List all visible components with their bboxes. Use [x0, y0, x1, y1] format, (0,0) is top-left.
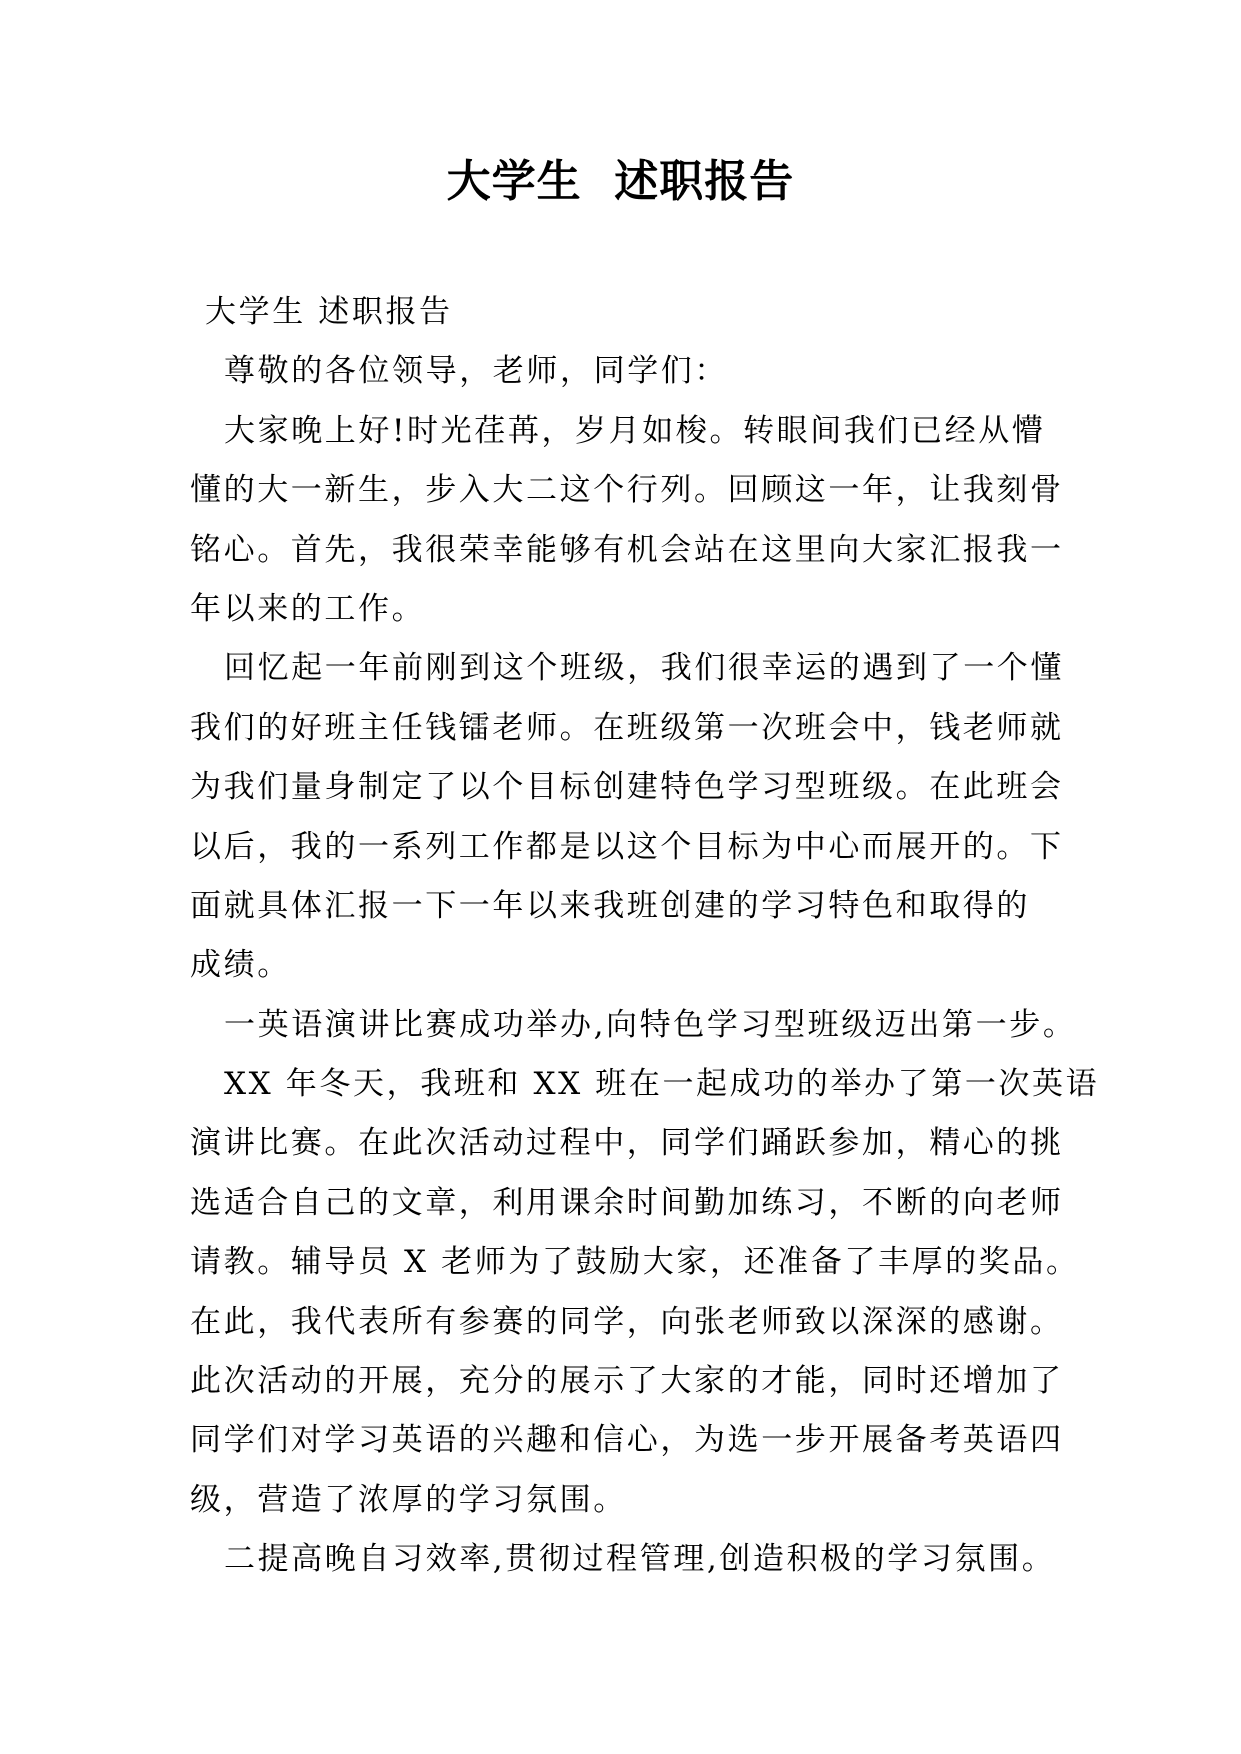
- body-line: 请教。辅导员 X 老师为了鼓励大家，还准备了丰厚的奖品。: [190, 1244, 1080, 1281]
- body-line: 铭心。首先，我很荣幸能够有机会站在这里向大家汇报我一: [190, 531, 1064, 568]
- body-line: XX 年冬天，我班和 XX 班在一起成功的举办了第一次英语: [224, 1066, 1100, 1103]
- body-line: 级，营造了浓厚的学习氛围。: [190, 1481, 627, 1518]
- body-line: 懂的大一新生，步入大二这个行列。回顾这一年，让我刻骨: [190, 472, 1064, 509]
- body-line: 选适合自己的文章，利用课余时间勤加练习，不断的向老师: [190, 1184, 1064, 1221]
- body-line: 此次活动的开展，充分的展示了大家的才能，同时还增加了: [190, 1363, 1064, 1400]
- body-line: 尊敬的各位领导，老师，同学们：: [224, 353, 728, 390]
- body-line: 演讲比赛。在此次活动过程中，同学们踊跃参加，精心的挑: [190, 1125, 1064, 1162]
- body-line: 大家晚上好!时光荏苒，岁月如梭。转眼间我们已经从懵: [224, 412, 1046, 449]
- body-line: 面就具体汇报一下一年以来我班创建的学习特色和取得的: [190, 887, 1030, 924]
- body-line: 回忆起一年前刚到这个班级，我们很幸运的遇到了一个懂: [224, 650, 1064, 687]
- body-line: 一英语演讲比赛成功举办,向特色学习型班级迈出第一步。: [224, 1006, 1077, 1043]
- body-line: 年以来的工作。: [190, 590, 426, 627]
- body-line: 大学生 述职报告: [205, 294, 453, 330]
- body-line: 我们的好班主任钱镭老师。在班级第一次班会中，钱老师就: [190, 709, 1064, 746]
- body-line: 为我们量身制定了以个目标创建特色学习型班级。在此班会: [190, 769, 1064, 806]
- body-line: 二提高晚自习效率,贯彻过程管理,创造积极的学习氛围。: [224, 1541, 1056, 1578]
- body-line: 以后，我的一系列工作都是以这个目标为中心而展开的。下: [190, 828, 1064, 865]
- body-line: 成绩。: [190, 947, 291, 984]
- document-body: [190, 283, 1100, 1590]
- body-line: 同学们对学习英语的兴趣和信心，为选一步开展备考英语四: [190, 1422, 1064, 1459]
- document-title: 大学生 述职报告: [446, 156, 795, 207]
- body-line: 在此，我代表所有参赛的同学，向张老师致以深深的感谢。: [190, 1303, 1064, 1340]
